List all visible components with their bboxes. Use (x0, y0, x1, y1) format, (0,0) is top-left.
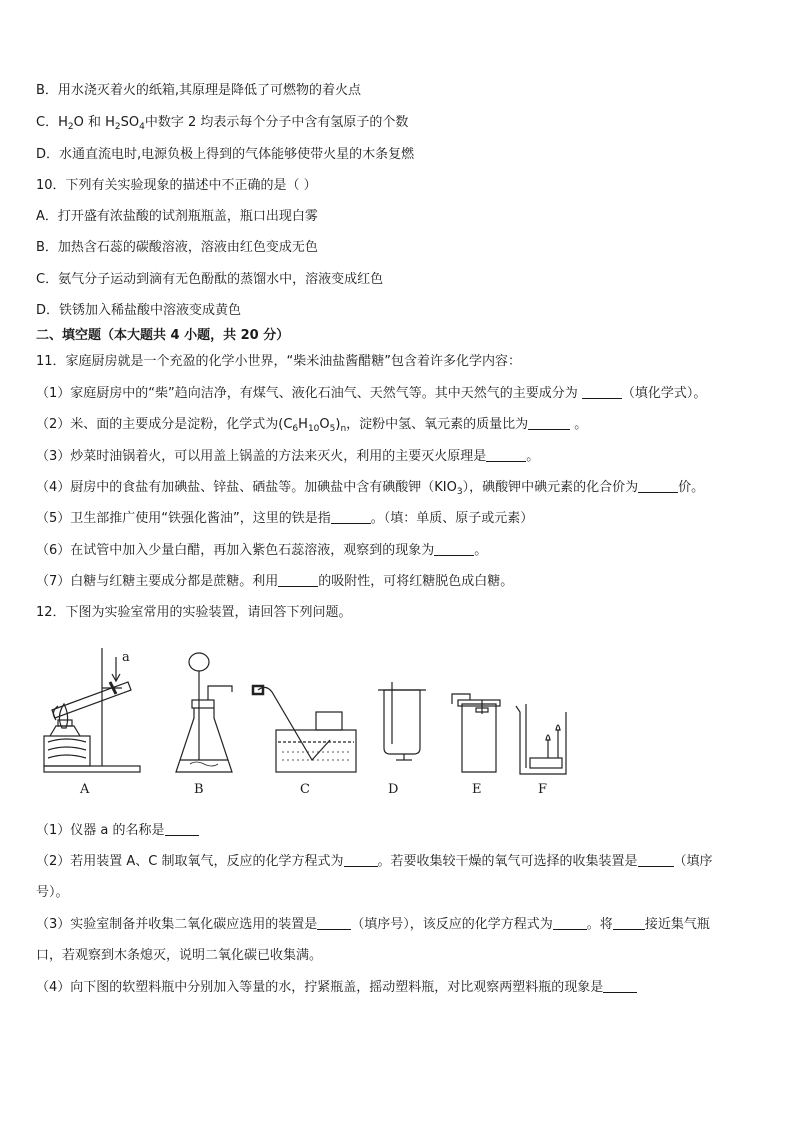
q10-stem: 10．下列有关实验现象的描述中不正确的是（ ） (36, 178, 317, 193)
apparatus-label-d: D (388, 782, 399, 797)
q11-part-6: （6）在试管中加入少量白醋，再加入紫色石蕊溶液，观察到的现象为 。 (36, 543, 488, 558)
apparatus-label-b: B (194, 782, 204, 797)
q12-part-3-cont: 口，若观察到木条熄灭，说明二氧化碳已收集满。 (36, 948, 323, 963)
apparatus-label-f: F (538, 782, 548, 797)
apparatus-c-drawing (253, 686, 356, 772)
q12-stem: 12．下图为实验室常用的实验装置，请回答下列问题。 (36, 605, 352, 620)
q10-option-a: A．打开盛有浓盐酸的试剂瓶瓶盖，瓶口出现白雾 (36, 209, 318, 224)
q12-part-1: （1）仪器 a 的名称是 (36, 822, 199, 840)
apparatus-a-drawing (44, 648, 140, 772)
q12-part-3: （3）实验室制备并收集二氧化碳应选用的装置是 （填序号），该反应的化学方程式为 。将 接近集气瓶 (36, 917, 710, 932)
q11-part-1: （1）家庭厨房中的“柴”趋向洁净，有煤气、液化石油气、天然气等。其中天然气的主要成分为 （填化学式）。 (36, 386, 707, 401)
apparatus-b-drawing (176, 653, 232, 772)
q10-option-c: C．氨气分子运动到滴有无色酚酞的蒸馏水中，溶液变成红色 (36, 272, 384, 287)
apparatus-label-e: E (472, 782, 482, 797)
q10-option-b: B．加热含石蕊的碳酸溶液，溶液由红色变成无色 (36, 240, 318, 255)
q10-option-d: D．铁锈加入稀盐酸中溶液变成黄色 (36, 303, 242, 318)
apparatus-d-drawing (378, 682, 426, 760)
q9-option-c: C．$H_2O$ 和 $H_2SO_4$中数字 2 均表示每个分子中含有氢原子的个数 (36, 115, 409, 132)
q11-part-3: （3）炒菜时油锅着火，可以用盖上锅盖的方法来灭火，利用的主要灭火原理是 。 (36, 449, 540, 464)
answer-blank[interactable] (165, 823, 199, 836)
q11-part-7: （7）白糖与红糖主要成分都是蔗糖。利用 的吸附性，可将红糖脱色成白糖。 (36, 574, 514, 589)
apparatus-e-drawing (452, 694, 500, 772)
answer-blank[interactable] (613, 917, 645, 930)
q12-part-2-cont: 号）。 (36, 885, 69, 900)
q9-option-d: D．水通直流电时,电源负极上得到的气体能够使带火星的木条复燃 (36, 147, 415, 162)
q11-part-5: （5）卫生部推广使用“铁强化酱油”，这里的铁是指 。（填：单质、原子或元素） (36, 511, 534, 526)
answer-blank[interactable] (603, 980, 637, 993)
apparatus-f-drawing (516, 704, 566, 774)
q11-part-4: （4）厨房中的食盐有加碘盐、锌盐、硒盐等。加碘盐中含有碘酸钾$(KIO_3)$，碘酸钾中碘元素的化合价为 价。 (36, 480, 705, 497)
answer-blank[interactable] (638, 854, 674, 867)
q11-stem: 11．家庭厨房就是一个充盈的化学小世界，“柴米油盐酱醋糖”包含着许多化学内容： (36, 354, 522, 369)
answer-blank[interactable] (317, 917, 351, 930)
q9-option-b: B．用水浇灭着火的纸箱,其原理是降低了可燃物的着火点 (36, 83, 362, 98)
answer-blank[interactable] (344, 854, 378, 867)
q11-part-2: （2）米、面的主要成分是淀粉，化学式为$(C_6H_{10}O_5)_n$，淀粉中氢、氧元素的质量比为 。 (36, 417, 588, 434)
instrument-label-a: a (122, 650, 130, 665)
apparatus-label-c: C (300, 782, 310, 797)
q12-part-4: （4）向下图的软塑料瓶中分别加入等量的水，拧紧瓶盖，摇动塑料瓶，对比观察两塑料瓶的现象是 (36, 979, 637, 997)
answer-blank[interactable] (553, 917, 587, 930)
section-heading: 二、填空题（本大题共 4 小题，共 20 分） (36, 328, 290, 343)
apparatus-label-a: A (80, 782, 90, 797)
q12-part-2: （2）若用装置 A、C 制取氧气，反应的化学方程式为 。若要收集较干燥的氧气可选择的收集装置是 （填序 (36, 854, 713, 869)
